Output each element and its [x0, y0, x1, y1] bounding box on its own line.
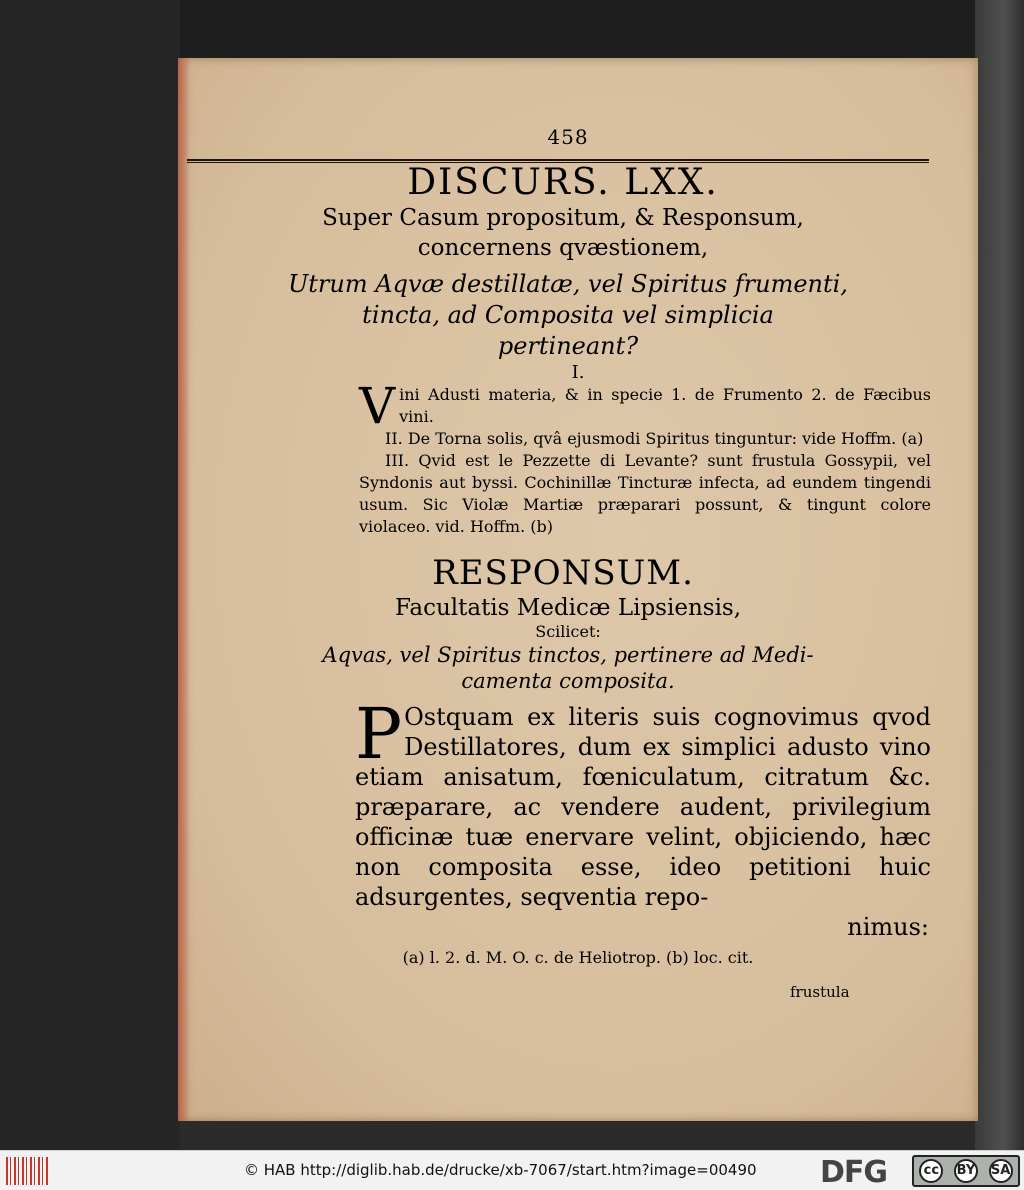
paragraph-1 — [359, 377, 931, 435]
question-title — [207, 269, 929, 362]
source-credit-link[interactable]: © HAB http://diglib.hab.de/drucke/xb-7067/start.htm?image=00490 — [244, 1161, 757, 1179]
drop-cap-p: P — [355, 693, 403, 775]
answer-line-2: camenta composita. — [461, 669, 675, 693]
discourse-title: DISCURS. LXX. — [407, 162, 719, 203]
scilicet-line: Scilicet: — [535, 622, 601, 641]
subtitle-line-2: concernens qvæstionem, — [417, 235, 709, 261]
drop-cap-v: V — [359, 377, 396, 435]
hab-barcode-logo — [6, 1157, 50, 1185]
page-content — [187, 125, 929, 970]
dfg-logo: DFG — [820, 1155, 888, 1190]
page-number: 458 — [547, 125, 589, 149]
answer-line-1: Aqvas, vel Spiritus tinctos, pertinere ad Medi- — [322, 643, 814, 667]
sa-icon: SA — [989, 1159, 1013, 1183]
footer-bar — [0, 1150, 1024, 1190]
catchword: frustula — [790, 983, 850, 1001]
section-number: I. — [571, 362, 585, 383]
scanner-background-right — [975, 0, 1024, 1150]
question-line-3: pertineant? — [497, 332, 639, 360]
main-paragraph-text: Ostquam ex literis suis cognovimus qvod Destillatores, dum ex simplici adusto vino etiam anisatum, fœniculatum, citratum &c. præparare, ac vendere audent, privilegium officinæ tuæ enervare velint, objiciendo, hæc non composita esse, ideo petitioni huic adsurgentes, seqventia repo- — [355, 703, 931, 911]
question-line-1: Utrum Aqvæ destillatæ, vel Spiritus frumenti, — [288, 270, 848, 298]
main-paragraph-end: nimus: — [847, 913, 929, 941]
responsum-heading: RESPONSUM. — [432, 553, 694, 593]
paragraph-2: II. De Torna solis, qvâ ejusmodi Spiritus tinguntur: vide Hoffm. (a) — [385, 429, 924, 448]
paragraph-3: III. Qvid est le Pezzette di Levante? sunt frustula Gossypii, vel Syndonis aut byssi. Cochinillæ Tincturæ infecta, ad eundem tingendi usum. Sic Violæ Martiæ præparari possunt, & tingunt colore violaceo. vid. Hoffm. (b) — [359, 451, 931, 536]
cc-icon: cc — [919, 1159, 943, 1183]
paragraph-1-text: ini Adusti materia, & in specie 1. de Frumento 2. de Fæcibus vini. — [399, 385, 931, 426]
scanner-background-left — [0, 0, 180, 1150]
by-icon: BY — [954, 1159, 978, 1183]
subtitle-line-1: Super Casum propositum, & Responsum, — [322, 205, 804, 231]
footnote: (a) l. 2. d. M. O. c. de Heliotrop. (b) loc. cit. — [402, 948, 754, 967]
cc-license-badge[interactable] — [912, 1155, 1020, 1187]
main-paragraph — [355, 693, 931, 912]
question-line-2: tincta, ad Composita vel simplicia — [362, 301, 774, 329]
faculty-line: Facultatis Medicæ Lipsiensis, — [394, 595, 742, 621]
